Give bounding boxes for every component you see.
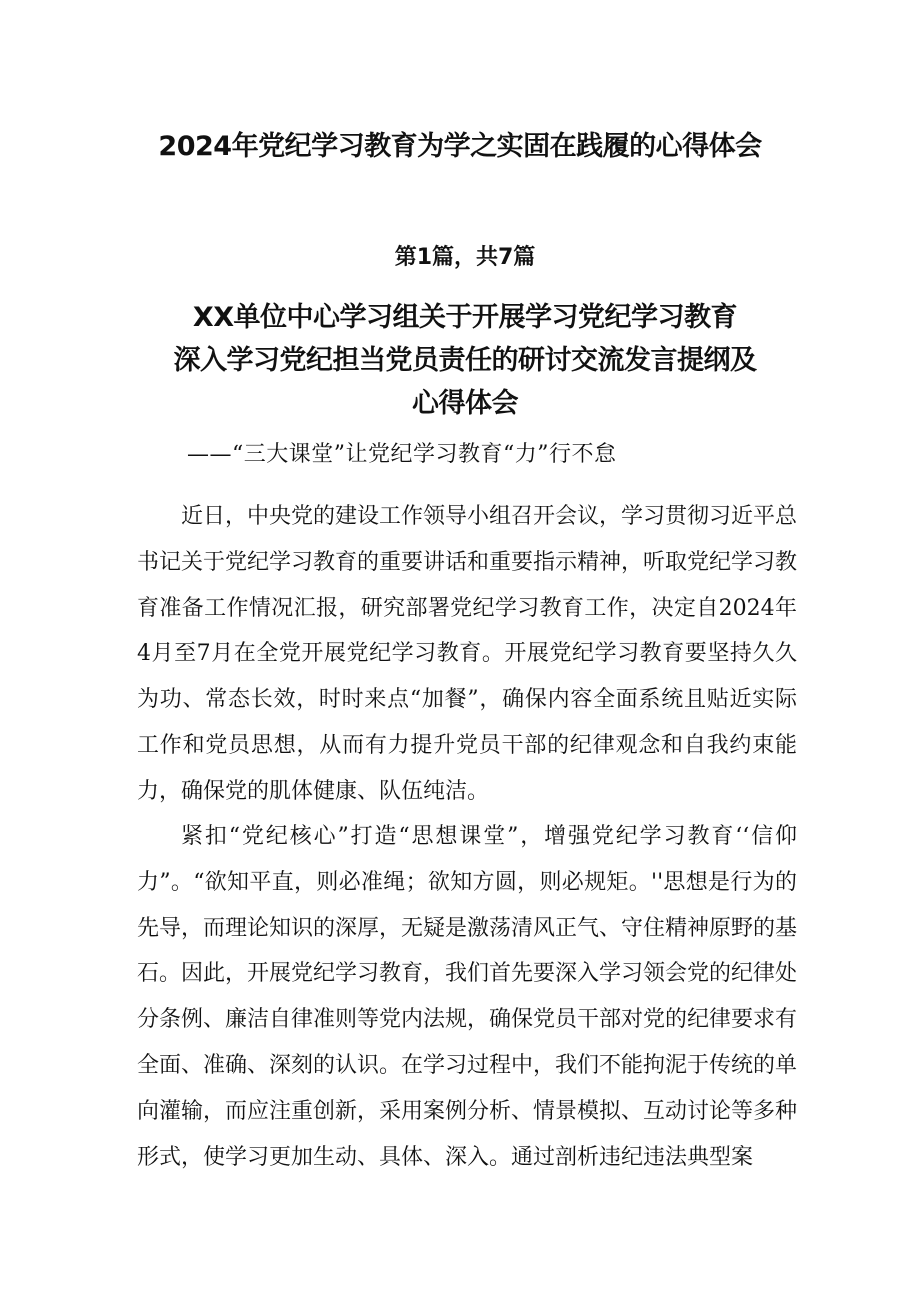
part-label: 第1篇，共7篇 [394, 245, 536, 270]
article-title [0, 296, 920, 425]
article-subtitle: ——“三大课堂”让党纪学习教育“力”行不怠 [187, 442, 617, 467]
body-paragraph: 近日，中央党的建设工作领导小组召开会议，学习贯彻习近平总书记关于党纪学习教育的重要讲话和重要指示精神，听取党纪学习教育准备工作情况汇报，研究部署党纪学习教育工作，决定自2024年4月至7月在全党开展党纪学习教育。开展党纪学习教育要坚持久久为功、常态长效，时时来点“加餐”，确保内容全面系统且贴近实际工作和党员思想，从而有力提升党员干部的纪律观念和自我约束能力，确保党的肌体健康、队伍纯洁。 [137, 504, 798, 804]
document-title: 2024年党纪学习教育为学之实固在践履的心得体会 [158, 131, 762, 162]
body-paragraph: 紧扣“党纪核心”打造“思想课堂”，增强党纪学习教育‘‘信仰力”。“欲知平直，则必准绳；欲知方圆，则必规矩。''思想是行为的先导，而理论知识的深厚，无疑是激荡清风正气、守住精神原野的基石。因此，开展党纪学习教育，我们首先要深入学习领会党的纪律处分条例、廉洁自律准则等党内法规，确保党员干部对党的纪律要求有全面、准确、深刻的认识。在学习过程中，我们不能拘泥于传统的单向灌输，而应注重创新，采用案例分析、情景模拟、互动讨论等多种形式，使学习更加生动、具体、深入。通过剖析违纪违法典型案 [137, 824, 798, 1170]
article-title-line: XX单位中心学习组关于开展学习党纪学习教育 [192, 302, 738, 333]
article-title-line: 深入学习党纪担当党员责任的研讨交流发言提纲及 [173, 345, 757, 376]
article-title-line: 心得体会 [412, 388, 518, 419]
